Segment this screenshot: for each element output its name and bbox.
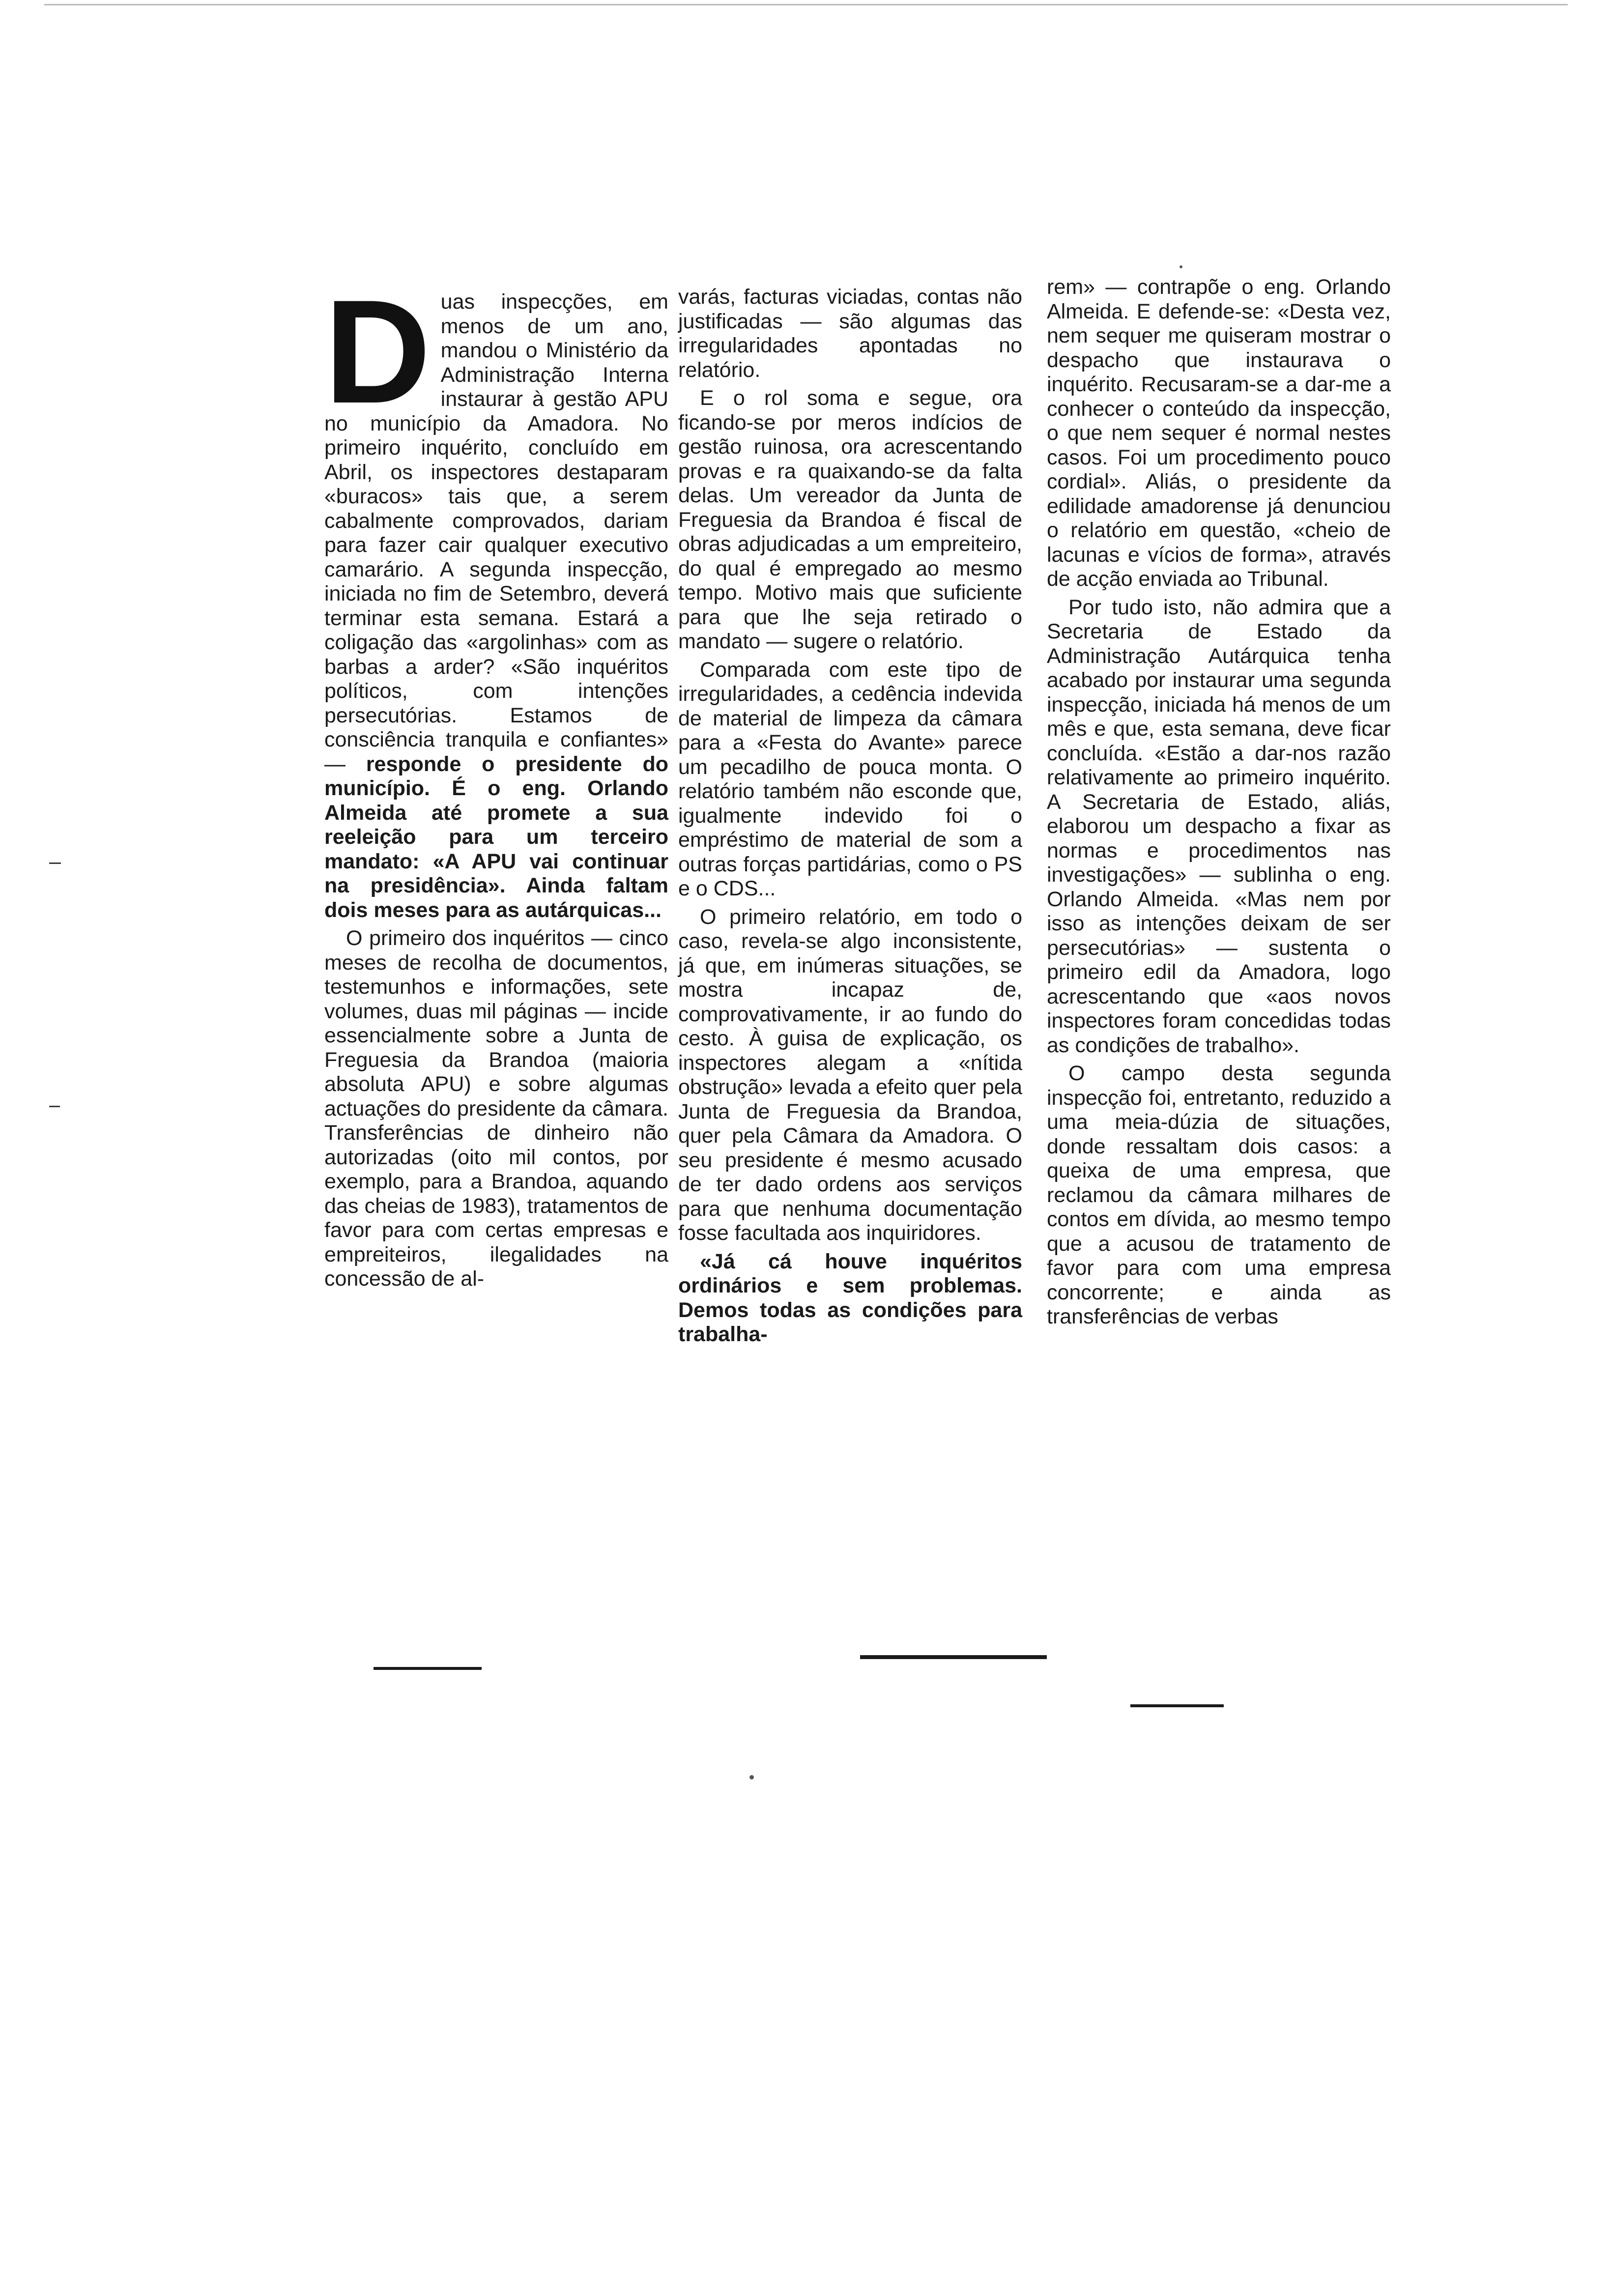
paragraph: «Já cá houve inquéritos ordinários e sem problemas. Demos todas as condições para trabalha- [678, 1249, 1022, 1346]
column-end-rule [860, 1655, 1047, 1659]
lead-text: uas inspecções, em menos de um ano, mandou o Ministério da Administração Interna instaurar à gestão APU no município da Amadora. No primeiro inquérito, concluído em Abril, os inspectores destaparam «buracos» tais que, a serem cabalmente comprovados, dariam para fazer cair qualquer executivo camarário. A segunda inspecção, iniciada no fim de Setembro, deverá terminar esta semana. Estará a coligação das «argolinhas» com as barbas a arder? «São inquéritos políticos, com intenções persecutórias. Estamos de consciência tranquila e confiantes» — [324, 290, 668, 776]
scan-speck [749, 1775, 754, 1779]
paragraph: O primeiro relatório, em todo o caso, revela-se algo inconsistente, já que, em inúmeras situações, se mostra incapaz de, comprovativamente, ir ao fundo do cesto. À guisa de explicação, os inspectores alegam a «nítida obstrução» levada a efeito quer pela Junta de Freguesia da Brandoa, quer pela Câmara da Amadora. O seu presidente é mesmo acusado de ter dado ordens aos serviços para que nenhuma documentação fosse facultada aos inquiridores. [678, 905, 1022, 1245]
scan-mark-left [49, 1106, 60, 1107]
scan-top-edge [44, 4, 1568, 5]
paragraph: O campo desta segunda inspecção foi, entretanto, reduzido a uma meia-dúzia de situações, donde ressaltam dois casos: a queixa de uma empresa, que reclamou da câmara milhares de contos em dívida, ao mesmo tempo que a acusou de tratamento de favor para com uma empresa concorrente; e ainda as transferências de verbas [1047, 1062, 1391, 1328]
paragraph-continued: varás, facturas viciadas, contas não justificadas — são algumas das irregularidades apontadas no relatório. [678, 285, 1022, 382]
paragraph: O primeiro dos inquéritos — cinco meses de recolha de documentos, testemunhos e informações, sete volumes, duas mil páginas — incide essencialmente sobre a Junta de Freguesia da Brandoa (maioria absoluta APU) e sobre algumas actuações do presidente da câmara. Transferências de dinheiro não autorizadas (oito mil contos, por exemplo, para a Brandoa, aquando das cheias de 1983), tratamentos de favor para com certas empresas e empreiteiros, ilegalidades na concessão de al- [324, 926, 668, 1291]
lead-paragraph [324, 269, 669, 922]
column-end-rule [374, 1667, 482, 1670]
scan-mark-left [49, 862, 61, 864]
paragraph: E o rol soma e segue, ora ficando-se por meros indícios de gestão ruinosa, ora acrescentando provas e ra quaixando-se da falta delas. Um vereador da Junta de Freguesia da Brandoa é fiscal de obras adjudicadas a um empreiteiro, do qual é empregado ao mesmo tempo. Motivo mais que suficiente para que lhe seja retirado o mandato — sugere o relatório. [678, 386, 1022, 653]
lead-text-bold: responde o presidente do município. É o eng. Orlando Almeida até promete a sua reeleição para um terceiro mandato: «A APU vai continuar na presidência». Ainda faltam dois meses para as autárquicas... [324, 752, 669, 922]
scan-speck [1180, 265, 1182, 268]
drop-cap: D [324, 269, 431, 434]
paragraph: Comparada com este tipo de irregularidades, a cedência indevida de material de limpeza da câmara para a «Festa do Avante» parece um pecadilho de pouca monta. O relatório também não esconde que, igualmente indevido foi o empréstimo de material de som a outras forças partidárias, como o PS e o CDS... [678, 658, 1022, 900]
article [315, 269, 1415, 1661]
article-column-1 [324, 269, 669, 1295]
article-column-3 [1047, 275, 1391, 1333]
paragraph: Por tudo isto, não admira que a Secretaria de Estado da Administração Autárquica tenha acabado por instaurar uma segunda inspecção, iniciada há menos de um mês e que, esta semana, deve ficar concluída. «Estão a dar-nos razão relativamente ao primeiro inquérito. A Secretaria de Estado, aliás, elaborou um despacho a fixar as normas e procedimentos nas investigações» — sublinha o eng. Orlando Almeida. «Mas nem por isso as intenções deixam de ser persecutórias» — sustenta o primeiro edil da Amadora, logo acrescentando que «aos novos inspectores foram concedidas todas as condições de trabalho». [1047, 595, 1391, 1057]
paragraph-continued: rem» — contrapõe o eng. Orlando Almeida. E defende-se: «Desta vez, nem sequer me quiseram mostrar o despacho que instaurava o inquérito. Recusaram-se a dar-me a conhecer o conteúdo da inspecção, o que nem sequer é normal nestes casos. Foi um procedimento pouco cordial». Aliás, o presidente da edilidade amadorense já denunciou o relatório em questão, «cheio de lacunas e vícios de forma», através de acção enviada ao Tribunal. [1047, 275, 1391, 591]
column-end-rule [1130, 1704, 1224, 1707]
article-column-2 [678, 285, 1022, 1351]
